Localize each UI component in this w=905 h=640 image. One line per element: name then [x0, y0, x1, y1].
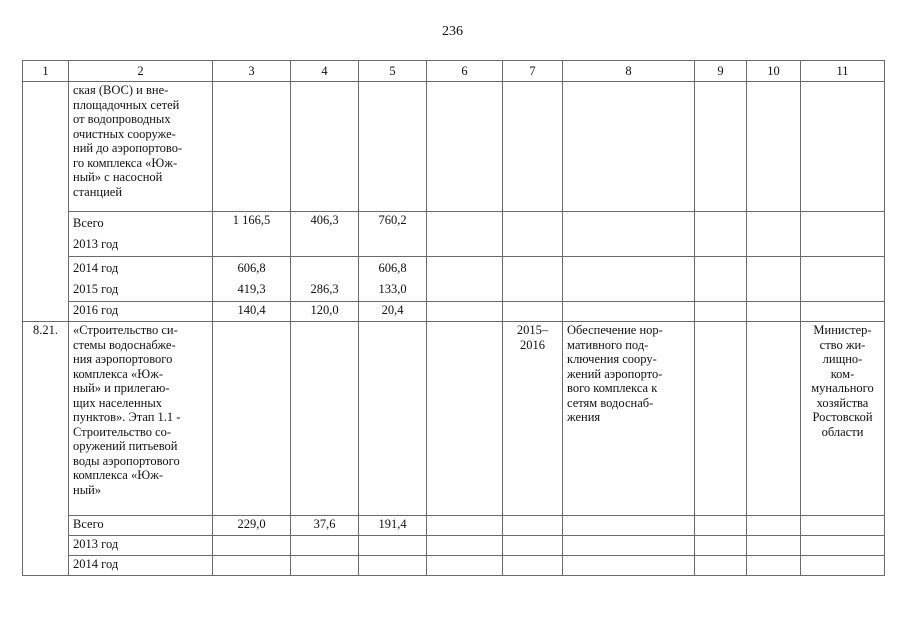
- item-description: [69, 82, 213, 212]
- executor-line: Ростовской: [812, 410, 873, 424]
- description-line: комплекса «Юж-: [73, 468, 164, 482]
- value-text: 606,8: [237, 261, 266, 275]
- period-line: 2015–: [516, 323, 549, 337]
- value-text: 286,3: [310, 282, 339, 296]
- column-header: 11: [801, 61, 885, 82]
- column-header: 7: [503, 61, 563, 82]
- value-cell: 120,0: [291, 302, 359, 322]
- value-cell: [213, 257, 291, 302]
- year-label: [69, 212, 213, 257]
- column-header: 5: [359, 61, 427, 82]
- total-label: Всего: [73, 216, 104, 230]
- item-number-cell: [23, 82, 69, 322]
- year-label: 2016 год: [69, 302, 213, 322]
- description-line: ный»: [73, 482, 102, 497]
- value-cell: 191,4: [359, 516, 427, 536]
- description-line: оружений питьевой: [73, 439, 178, 453]
- value-cell: 229,0: [213, 516, 291, 536]
- value-cell: 140,4: [213, 302, 291, 322]
- description-line: ный» с насосной: [73, 170, 163, 184]
- value-cell: 1 166,5: [213, 212, 291, 257]
- description-line: пунктов». Этап 1.1 -: [73, 410, 181, 424]
- year-label-text: 2014 год: [73, 261, 119, 275]
- item-description: [69, 322, 213, 516]
- year-label-text: 2015 год: [73, 282, 119, 296]
- year-label: 2014 год: [69, 556, 213, 576]
- result-line: вого комплекса к: [567, 381, 658, 395]
- value-cell: 20,4: [359, 302, 427, 322]
- column-header: 6: [427, 61, 503, 82]
- table-row: [23, 257, 885, 302]
- table-row: [23, 516, 885, 536]
- result-line: мативного под-: [567, 337, 649, 352]
- description-line: щих населенных: [73, 395, 162, 410]
- description-line: стемы водоснабже-: [73, 337, 176, 352]
- description-line: очистных сооруже-: [73, 126, 176, 141]
- table-row: [23, 322, 885, 516]
- budget-table: [22, 60, 885, 576]
- result-line: Обеспечение нор-: [567, 323, 663, 337]
- column-header: 10: [747, 61, 801, 82]
- value-text: 419,3: [237, 282, 266, 296]
- description-line: ния аэропортового: [73, 352, 173, 366]
- table-row: [23, 556, 885, 576]
- period-line: 2016: [520, 337, 545, 352]
- column-header-row: [23, 61, 885, 82]
- description-line: Строительство со-: [73, 424, 172, 439]
- table-row: [23, 212, 885, 257]
- table-row: [23, 536, 885, 556]
- table-row: [23, 302, 885, 322]
- description-line: «Строительство си-: [73, 323, 178, 337]
- value-cell: 760,2: [359, 212, 427, 257]
- column-header: 4: [291, 61, 359, 82]
- executor-line: ство жи-: [819, 337, 866, 352]
- description-line: ская (ВОС) и вне-: [73, 83, 169, 97]
- description-line: ний до аэропортово-: [73, 141, 183, 155]
- executor-line: лищно-: [822, 352, 863, 366]
- expected-result: [563, 322, 695, 516]
- description-line: комплекса «Юж-: [73, 366, 164, 381]
- column-header: 3: [213, 61, 291, 82]
- result-line: ключения соору-: [567, 352, 657, 366]
- value-cell: [359, 257, 427, 302]
- executor-line: хозяйства: [816, 395, 869, 410]
- executor-line: Министер-: [813, 323, 872, 337]
- result-line: жения: [567, 410, 601, 424]
- value-cell: 37,6: [291, 516, 359, 536]
- result-line: сетям водоснаб-: [567, 395, 654, 410]
- page-number: 236: [442, 24, 463, 39]
- value-text: 606,8: [378, 261, 407, 275]
- total-label: Всего: [69, 516, 213, 536]
- table-row: [23, 82, 885, 212]
- executor-line: мунального: [811, 381, 874, 395]
- value-cell: 406,3: [291, 212, 359, 257]
- value-text: 133,0: [378, 282, 407, 296]
- column-header: 2: [69, 61, 213, 82]
- executor-line: ком-: [830, 366, 855, 381]
- description-line: площадочных сетей: [73, 97, 180, 112]
- item-number: 8.21.: [23, 322, 69, 576]
- description-line: воды аэропортового: [73, 453, 180, 468]
- description-line: станцией: [73, 184, 123, 199]
- description-line: го комплекса «Юж-: [73, 155, 178, 170]
- year-label: [69, 257, 213, 302]
- description-line: от водопроводных: [73, 112, 171, 126]
- year-label: 2013 год: [69, 536, 213, 556]
- column-header: 9: [695, 61, 747, 82]
- responsible-executor: [801, 322, 885, 516]
- description-line: ный» и прилегаю-: [73, 381, 170, 395]
- value-cell: [291, 257, 359, 302]
- column-header: 1: [23, 61, 69, 82]
- result-line: жений аэропорто-: [567, 366, 663, 381]
- year-label-text: 2013 год: [73, 237, 119, 251]
- column-header: 8: [563, 61, 695, 82]
- executor-line: области: [821, 424, 864, 439]
- implementation-period: [503, 322, 563, 516]
